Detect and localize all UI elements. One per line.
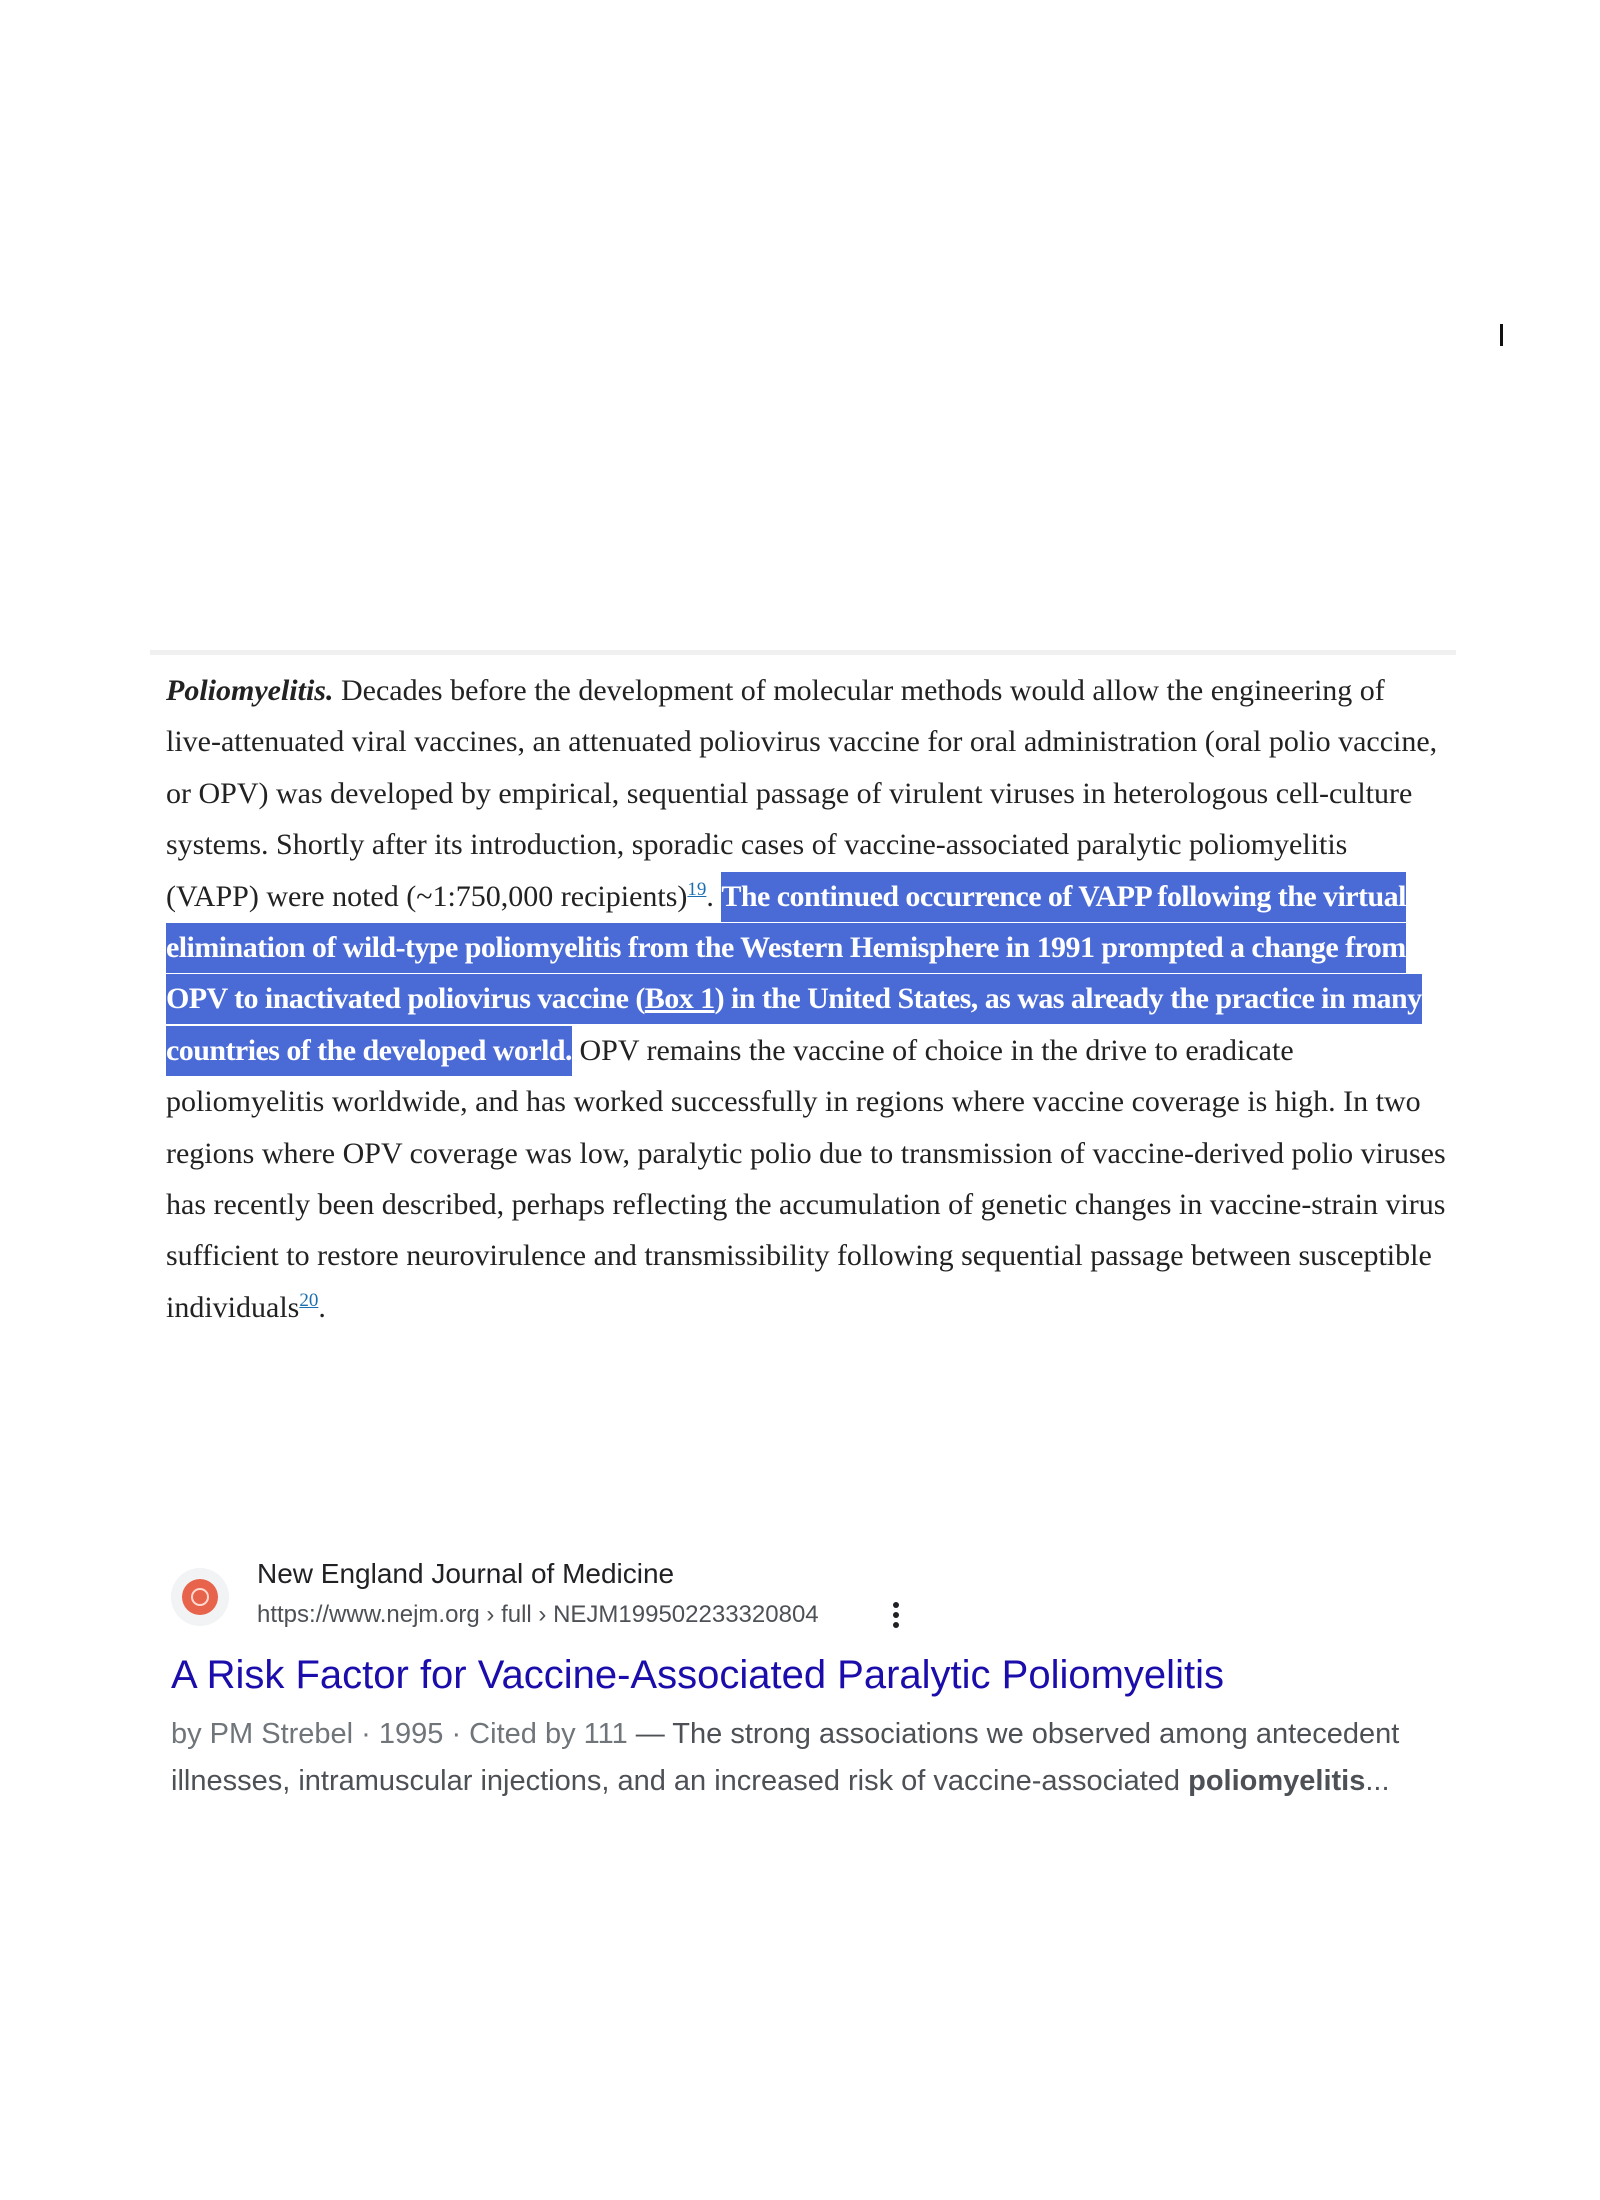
result-snippet-ellipsis: ... [1365, 1765, 1390, 1797]
paragraph-punctuation: . [318, 1290, 326, 1324]
nejm-logo-icon[interactable] [171, 1568, 229, 1626]
result-snippet [171, 1711, 1461, 1805]
article-excerpt [150, 650, 1456, 1370]
nejm-logo-mark [182, 1579, 218, 1615]
result-site-name[interactable]: New England Journal of Medicine [257, 1558, 675, 1589]
more-vertical-icon[interactable] [881, 1599, 911, 1631]
box-1-link[interactable]: Box 1 [644, 982, 715, 1016]
paragraph-punctuation: . [706, 879, 722, 913]
paragraph-text: Decades before the development of molecular methods would allow the engineering of live-attenuated viral vaccines, an attenuated poliovirus vaccine for oral administration (oral polio vaccine, or OPV) was developed by empirical, sequential passage of virulent viruses in heterologous cell-culture systems. Shortly after its introduction, sporadic cases of vaccine-associated paralytic poliomyelitis (VAPP) were noted (~1:750,000 recipients) [166, 674, 1438, 913]
reference-link-20[interactable]: 20 [299, 1289, 319, 1311]
paragraph-text: OPV remains the vaccine of choice in the drive to eradicate poliomyelitis worldwide, and has worked successfully in regions where vaccine coverage is high. In two regions where OPV coverage was low, paralytic polio due to transmission of vaccine-derived polio viruses has recently been described, perhaps reflecting the accumulation of genetic changes in vaccine-strain virus sufficient to restore neurovirulence and transmissibility following sequential passage between susceptible individuals [166, 1033, 1446, 1324]
result-title-link[interactable]: A Risk Factor for Vaccine-Associated Paralytic Poliomyelitis [171, 1653, 1224, 1697]
text-cursor-icon [1500, 324, 1503, 346]
article-paragraph [166, 665, 1446, 1333]
selected-text-part: ) in the United States, as was already the practice in many countries of the developed world. [166, 982, 1422, 1067]
reference-link-19[interactable]: 19 [687, 878, 707, 900]
selected-text-part: The continued occurrence of VAPP following the virtual elimination of wild-type poliomyelitis from the Western Hemisphere in 1991 prompted a change from OPV to inactivated poliovirus vaccine ( [166, 879, 1406, 1016]
result-url[interactable]: https://www.nejm.org › full › NEJM199502233320804 [257, 1601, 819, 1628]
result-meta: by PM Strebel · 1995 · Cited by 111 [171, 1718, 628, 1750]
section-lead-heading: Poliomyelitis. [166, 674, 334, 707]
result-snippet-bold: poliomyelitis [1188, 1765, 1366, 1797]
result-snippet-text: — The strong associations we observed among antecedent illnesses, intramuscular injections, and an increased risk of vaccine-associated [171, 1718, 1400, 1797]
search-result-card [171, 1545, 1451, 1815]
